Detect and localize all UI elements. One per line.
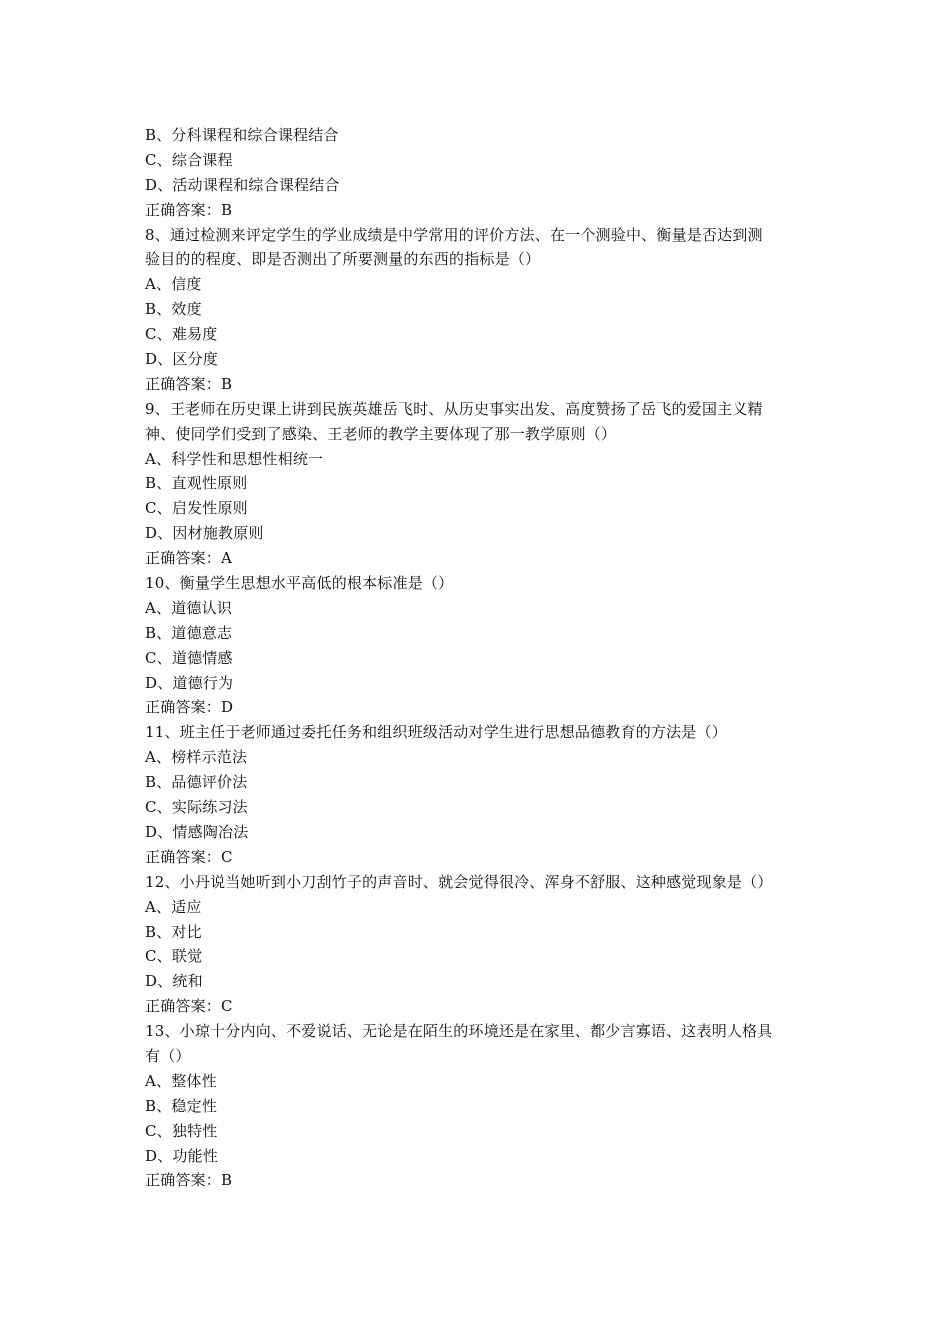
question-13-line-2: 有（） [145, 1046, 191, 1065]
question-9-line-1: 9、王老师在历史课上讲到民族英雄岳飞时、从历史事实出发、高度赞扬了岳飞的爱国主义精 [145, 399, 763, 418]
answer-line: 正确答案：D [145, 698, 234, 717]
option-c: C、启发性原则 [145, 499, 248, 518]
option-a: A、适应 [145, 897, 202, 916]
option-c: C、道德情感 [145, 648, 233, 667]
option-d: D、情感陶冶法 [145, 822, 249, 841]
option-c: C、独特性 [145, 1121, 218, 1140]
option-b: B、道德意志 [145, 623, 233, 642]
question-12: 12、小丹说当她听到小刀刮竹子的声音时、就会觉得很冷、浑身不舒服、这种感觉现象是（） [145, 872, 773, 891]
answer-line: 正确答案：B [145, 1171, 233, 1190]
option-c: C、实际练习法 [145, 798, 248, 817]
option-c: C、综合课程 [145, 150, 233, 169]
question-8-line-1: 8、通过检测来评定学生的学业成绩是中学常用的评价方法、在一个测验中、衡量是否达到测 [145, 225, 763, 244]
option-d: D、活动课程和综合课程结合 [145, 175, 340, 194]
document-body [145, 123, 815, 1193]
option-a: A、整体性 [145, 1071, 217, 1090]
option-d: D、功能性 [145, 1146, 219, 1165]
question-8-line-2: 验目的的程度、即是否测出了所要测量的东西的指标是（） [145, 250, 541, 269]
option-d: D、因材施教原则 [145, 524, 264, 543]
option-c: C、联觉 [145, 947, 203, 966]
option-d: D、统和 [145, 972, 203, 991]
option-b: B、品德评价法 [145, 773, 248, 792]
option-a: A、榜样示范法 [145, 748, 248, 767]
option-b: B、稳定性 [145, 1096, 218, 1115]
option-b: B、对比 [145, 922, 202, 941]
answer-line: 正确答案：C [145, 847, 233, 866]
option-b: B、效度 [145, 300, 202, 319]
option-c: C、难易度 [145, 325, 218, 344]
option-a: A、科学性和思想性相统一 [145, 449, 324, 468]
question-11: 11、班主任于老师通过委托任务和组织班级活动对学生进行思想品德教育的方法是（） [145, 723, 727, 742]
option-d: D、区分度 [145, 350, 219, 369]
answer-line: 正确答案：C [145, 997, 233, 1016]
answer-line: 正确答案：B [145, 200, 233, 219]
option-a: A、道德认识 [145, 598, 233, 617]
answer-line: 正确答案：B [145, 374, 233, 393]
option-b: B、直观性原则 [145, 474, 248, 493]
question-10: 10、衡量学生思想水平高低的根本标准是（） [145, 574, 454, 593]
option-d: D、道德行为 [145, 673, 234, 692]
answer-line: 正确答案：A [145, 549, 233, 568]
question-13-line-1: 13、小琼十分内向、不爱说话、无论是在陌生的环境还是在家里、都少言寡语、这表明人格具 [145, 1022, 773, 1041]
question-9-line-2: 神、使同学们受到了感染、王老师的教学主要体现了那一教学原则（） [145, 424, 617, 443]
option-a: A、信度 [145, 275, 202, 294]
option-b: B、分科课程和综合课程结合 [145, 126, 339, 144]
